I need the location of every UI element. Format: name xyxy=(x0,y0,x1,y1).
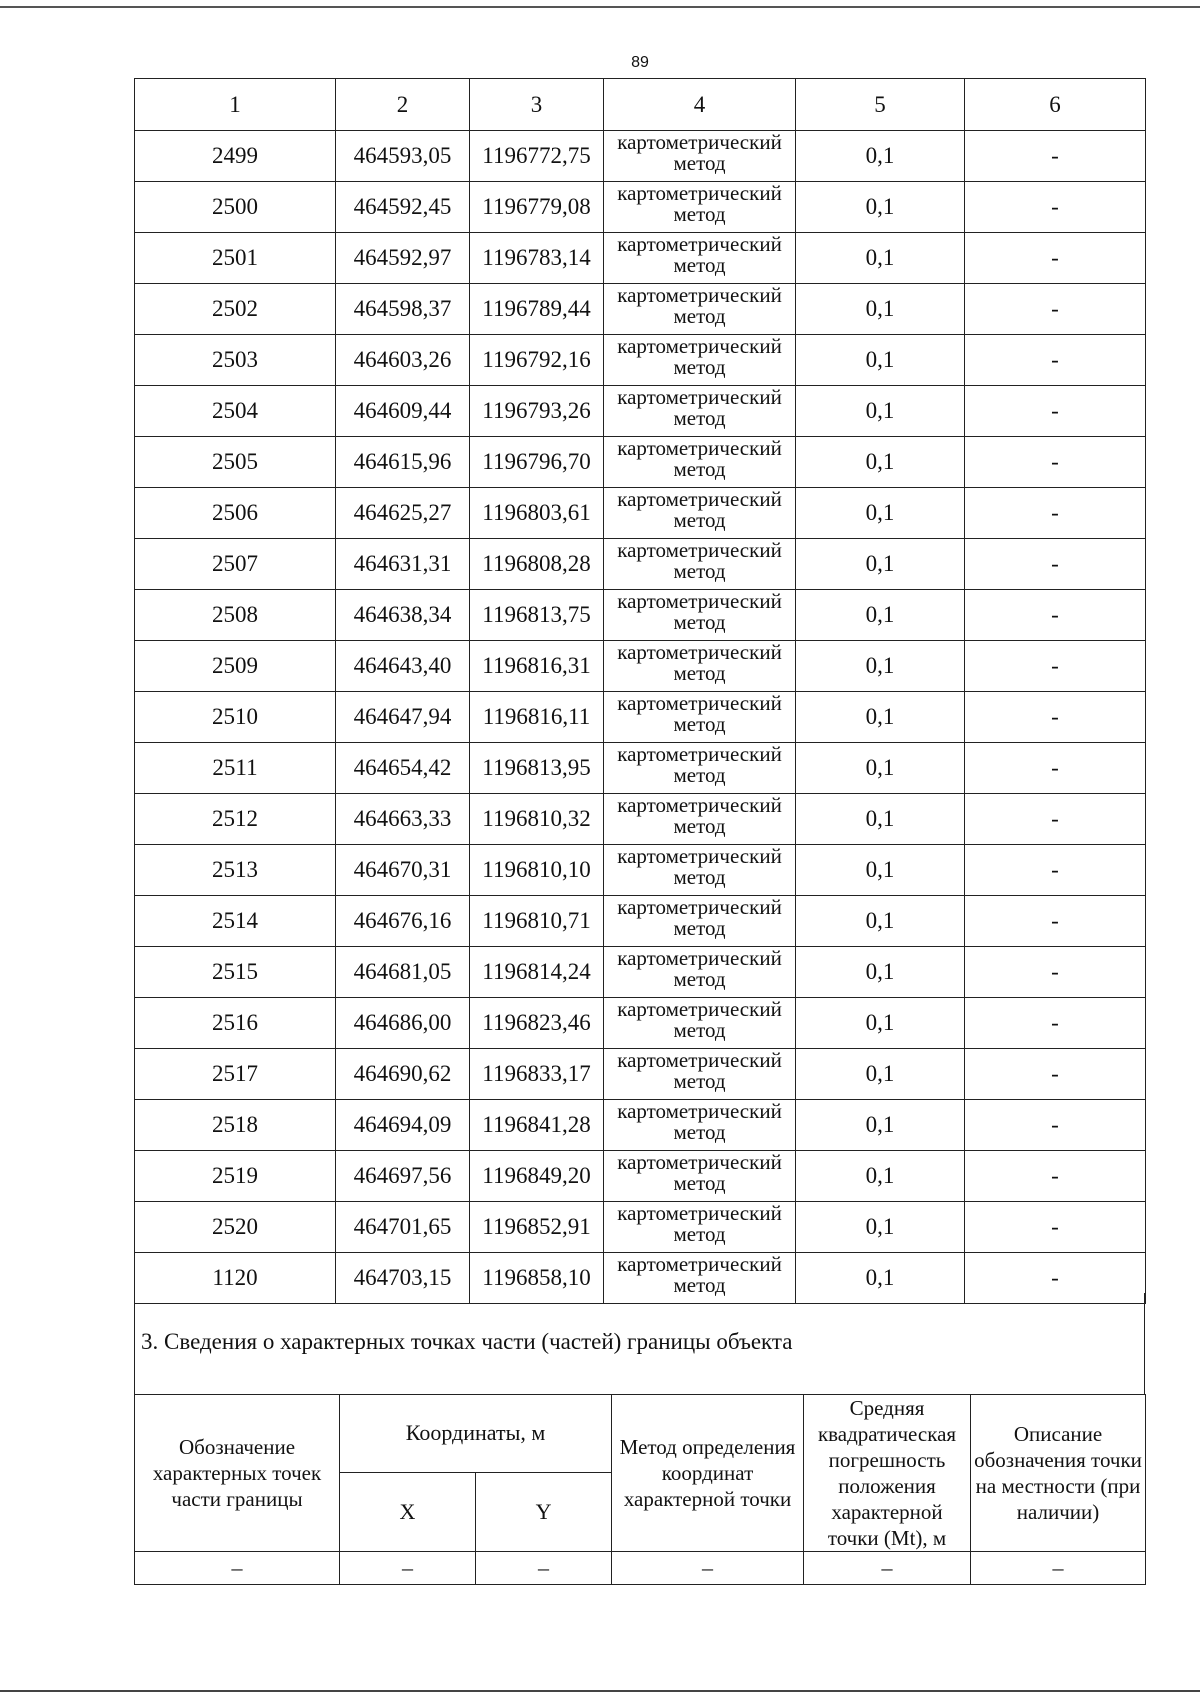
y-coordinate-cell: 1196803,61 xyxy=(470,488,604,539)
x-coordinate-cell: 464592,45 xyxy=(336,182,470,233)
method-line: метод xyxy=(673,610,726,634)
method-line: метод xyxy=(673,1171,726,1195)
method-line: метод xyxy=(673,202,726,226)
accuracy-cell: 0,1 xyxy=(796,896,965,947)
method-line: картометрический xyxy=(617,793,782,817)
empty-cell: – xyxy=(340,1552,476,1585)
method-line: картометрический xyxy=(617,1099,782,1123)
x-coordinate-cell: 464697,56 xyxy=(336,1151,470,1202)
header-coordinates: Координаты, м xyxy=(340,1395,612,1473)
x-coordinate-cell: 464643,40 xyxy=(336,641,470,692)
point-id-cell: 2519 xyxy=(135,1151,336,1202)
section-3-title: 3. Сведения о характерных точках части (частей) границы объекта xyxy=(141,1329,793,1354)
point-id-cell: 2518 xyxy=(135,1100,336,1151)
table-row xyxy=(135,692,1146,743)
column-header: 2 xyxy=(336,79,470,131)
page-number: 89 xyxy=(631,54,649,71)
y-coordinate-cell: 1196808,28 xyxy=(470,539,604,590)
x-coordinate-cell: 464703,15 xyxy=(336,1253,470,1304)
point-id-cell: 2511 xyxy=(135,743,336,794)
y-coordinate-cell: 1196816,31 xyxy=(470,641,604,692)
method-line: метод xyxy=(673,304,726,328)
method-line: картометрический xyxy=(617,436,782,460)
method-line: метод xyxy=(673,916,726,940)
accuracy-cell: 0,1 xyxy=(796,182,965,233)
accuracy-cell: 0,1 xyxy=(796,641,965,692)
description-cell: - xyxy=(965,794,1146,845)
table-row xyxy=(135,947,1146,998)
method-line: метод xyxy=(673,253,726,277)
y-coordinate-cell: 1196814,24 xyxy=(470,947,604,998)
empty-cell: – xyxy=(135,1552,340,1585)
table-row xyxy=(135,335,1146,386)
method-cell xyxy=(604,539,796,590)
x-coordinate-cell: 464694,09 xyxy=(336,1100,470,1151)
column-header: 3 xyxy=(470,79,604,131)
header-accuracy: Средняя квадратическая погрешность положения характерной точки (Mt), м xyxy=(804,1395,971,1552)
method-line: картометрический xyxy=(617,130,782,154)
column-number-row xyxy=(135,79,1146,131)
point-id-cell: 2514 xyxy=(135,896,336,947)
column-header: 1 xyxy=(135,79,336,131)
method-line: метод xyxy=(673,457,726,481)
y-coordinate-cell: 1196858,10 xyxy=(470,1253,604,1304)
accuracy-cell: 0,1 xyxy=(796,1202,965,1253)
table-row xyxy=(135,539,1146,590)
description-cell: - xyxy=(965,998,1146,1049)
method-line: картометрический xyxy=(617,232,782,256)
y-coordinate-cell: 1196796,70 xyxy=(470,437,604,488)
description-cell: - xyxy=(965,1049,1146,1100)
x-coordinate-cell: 464592,97 xyxy=(336,233,470,284)
method-line: картометрический xyxy=(617,181,782,205)
table-row xyxy=(135,794,1146,845)
method-cell xyxy=(604,488,796,539)
x-coordinate-cell: 464690,62 xyxy=(336,1049,470,1100)
y-coordinate-cell: 1196813,95 xyxy=(470,743,604,794)
point-id-cell: 2510 xyxy=(135,692,336,743)
table-row xyxy=(135,998,1146,1049)
accuracy-cell: 0,1 xyxy=(796,845,965,896)
header-method: Метод определения координат характерной точки xyxy=(612,1395,804,1552)
method-line: метод xyxy=(673,559,726,583)
method-line: метод xyxy=(673,712,726,736)
x-coordinate-cell: 464654,42 xyxy=(336,743,470,794)
method-cell xyxy=(604,1202,796,1253)
method-line: картометрический xyxy=(617,283,782,307)
point-id-cell: 2512 xyxy=(135,794,336,845)
description-cell: - xyxy=(965,131,1146,182)
empty-cell: – xyxy=(804,1552,971,1585)
point-id-cell: 2500 xyxy=(135,182,336,233)
method-line: метод xyxy=(673,406,726,430)
table-row xyxy=(135,233,1146,284)
table-row xyxy=(135,590,1146,641)
table-row xyxy=(135,1049,1146,1100)
accuracy-cell: 0,1 xyxy=(796,1049,965,1100)
point-id-cell: 2506 xyxy=(135,488,336,539)
y-coordinate-cell: 1196779,08 xyxy=(470,182,604,233)
header-x: X xyxy=(340,1472,476,1551)
method-line: картометрический xyxy=(617,742,782,766)
accuracy-cell: 0,1 xyxy=(796,1151,965,1202)
method-cell xyxy=(604,233,796,284)
table-row xyxy=(135,284,1146,335)
method-line: картометрический xyxy=(617,589,782,613)
accuracy-cell: 0,1 xyxy=(796,1100,965,1151)
y-coordinate-cell: 1196783,14 xyxy=(470,233,604,284)
point-id-cell: 1120 xyxy=(135,1253,336,1304)
accuracy-cell: 0,1 xyxy=(796,335,965,386)
description-cell: - xyxy=(965,896,1146,947)
empty-cell: – xyxy=(612,1552,804,1585)
accuracy-cell: 0,1 xyxy=(796,539,965,590)
method-cell xyxy=(604,743,796,794)
y-coordinate-cell: 1196789,44 xyxy=(470,284,604,335)
method-cell xyxy=(604,794,796,845)
top-border-line xyxy=(0,6,1200,8)
method-cell xyxy=(604,1100,796,1151)
part-boundary-table xyxy=(134,1394,1146,1585)
column-header: 4 xyxy=(604,79,796,131)
y-coordinate-cell: 1196849,20 xyxy=(470,1151,604,1202)
point-id-cell: 2508 xyxy=(135,590,336,641)
method-cell xyxy=(604,692,796,743)
x-coordinate-cell: 464681,05 xyxy=(336,947,470,998)
method-line: метод xyxy=(673,763,726,787)
method-cell xyxy=(604,1151,796,1202)
x-coordinate-cell: 464686,00 xyxy=(336,998,470,1049)
point-id-cell: 2509 xyxy=(135,641,336,692)
description-cell: - xyxy=(965,692,1146,743)
empty-cell: – xyxy=(971,1552,1146,1585)
point-id-cell: 2520 xyxy=(135,1202,336,1253)
x-coordinate-cell: 464631,31 xyxy=(336,539,470,590)
accuracy-cell: 0,1 xyxy=(796,1253,965,1304)
accuracy-cell: 0,1 xyxy=(796,590,965,641)
method-cell xyxy=(604,335,796,386)
table-row xyxy=(135,131,1146,182)
point-id-cell: 2507 xyxy=(135,539,336,590)
table-row xyxy=(135,641,1146,692)
method-line: метод xyxy=(673,814,726,838)
method-line: картометрический xyxy=(617,844,782,868)
point-id-cell: 2502 xyxy=(135,284,336,335)
x-coordinate-cell: 464676,16 xyxy=(336,896,470,947)
method-line: картометрический xyxy=(617,691,782,715)
y-coordinate-cell: 1196823,46 xyxy=(470,998,604,1049)
table-row xyxy=(135,743,1146,794)
description-cell: - xyxy=(965,1253,1146,1304)
x-coordinate-cell: 464638,34 xyxy=(336,590,470,641)
accuracy-cell: 0,1 xyxy=(796,437,965,488)
method-cell xyxy=(604,1049,796,1100)
method-line: картометрический xyxy=(617,640,782,664)
y-coordinate-cell: 1196793,26 xyxy=(470,386,604,437)
method-cell xyxy=(604,641,796,692)
method-line: картометрический xyxy=(617,1201,782,1225)
description-cell: - xyxy=(965,590,1146,641)
description-cell: - xyxy=(965,641,1146,692)
method-cell xyxy=(604,998,796,1049)
bottom-border-line xyxy=(0,1690,1200,1692)
point-id-cell: 2515 xyxy=(135,947,336,998)
y-coordinate-cell: 1196772,75 xyxy=(470,131,604,182)
method-line: картометрический xyxy=(617,997,782,1021)
description-cell: - xyxy=(965,233,1146,284)
method-line: картометрический xyxy=(617,385,782,409)
method-line: картометрический xyxy=(617,1252,782,1276)
accuracy-cell: 0,1 xyxy=(796,743,965,794)
method-line: метод xyxy=(673,355,726,379)
header-y: Y xyxy=(476,1472,612,1551)
method-line: картометрический xyxy=(617,334,782,358)
y-coordinate-cell: 1196816,11 xyxy=(470,692,604,743)
y-coordinate-cell: 1196833,17 xyxy=(470,1049,604,1100)
empty-cell: – xyxy=(476,1552,612,1585)
description-cell: - xyxy=(965,845,1146,896)
method-line: метод xyxy=(673,865,726,889)
description-cell: - xyxy=(965,1151,1146,1202)
accuracy-cell: 0,1 xyxy=(796,794,965,845)
method-cell xyxy=(604,131,796,182)
table-row xyxy=(135,896,1146,947)
x-coordinate-cell: 464625,27 xyxy=(336,488,470,539)
x-coordinate-cell: 464670,31 xyxy=(336,845,470,896)
description-cell: - xyxy=(965,1100,1146,1151)
table-row xyxy=(135,1202,1146,1253)
method-cell xyxy=(604,386,796,437)
description-cell: - xyxy=(965,1202,1146,1253)
column-header: 5 xyxy=(796,79,965,131)
table-row xyxy=(135,437,1146,488)
point-id-cell: 2501 xyxy=(135,233,336,284)
x-coordinate-cell: 464701,65 xyxy=(336,1202,470,1253)
method-line: метод xyxy=(673,151,726,175)
accuracy-cell: 0,1 xyxy=(796,692,965,743)
point-id-cell: 2505 xyxy=(135,437,336,488)
method-line: метод xyxy=(673,1273,726,1297)
accuracy-cell: 0,1 xyxy=(796,233,965,284)
method-line: метод xyxy=(673,1018,726,1042)
x-coordinate-cell: 464598,37 xyxy=(336,284,470,335)
method-line: метод xyxy=(673,508,726,532)
y-coordinate-cell: 1196852,91 xyxy=(470,1202,604,1253)
description-cell: - xyxy=(965,539,1146,590)
method-line: картометрический xyxy=(617,538,782,562)
method-line: картометрический xyxy=(617,895,782,919)
point-id-cell: 2499 xyxy=(135,131,336,182)
table-row xyxy=(135,1151,1146,1202)
y-coordinate-cell: 1196813,75 xyxy=(470,590,604,641)
description-cell: - xyxy=(965,386,1146,437)
x-coordinate-cell: 464603,26 xyxy=(336,335,470,386)
description-cell: - xyxy=(965,437,1146,488)
method-line: картометрический xyxy=(617,1048,782,1072)
method-cell xyxy=(604,437,796,488)
accuracy-cell: 0,1 xyxy=(796,947,965,998)
accuracy-cell: 0,1 xyxy=(796,998,965,1049)
coordinates-table xyxy=(134,78,1146,1304)
method-line: картометрический xyxy=(617,1150,782,1174)
point-id-cell: 2513 xyxy=(135,845,336,896)
method-line: метод xyxy=(673,1222,726,1246)
x-coordinate-cell: 464593,05 xyxy=(336,131,470,182)
y-coordinate-cell: 1196810,71 xyxy=(470,896,604,947)
description-cell: - xyxy=(965,335,1146,386)
description-cell: - xyxy=(965,947,1146,998)
x-coordinate-cell: 464663,33 xyxy=(336,794,470,845)
accuracy-cell: 0,1 xyxy=(796,386,965,437)
method-line: картометрический xyxy=(617,487,782,511)
description-cell: - xyxy=(965,284,1146,335)
method-cell xyxy=(604,182,796,233)
x-coordinate-cell: 464609,44 xyxy=(336,386,470,437)
table-row xyxy=(135,488,1146,539)
table-row xyxy=(135,182,1146,233)
method-line: картометрический xyxy=(617,946,782,970)
y-coordinate-cell: 1196841,28 xyxy=(470,1100,604,1151)
x-coordinate-cell: 464615,96 xyxy=(336,437,470,488)
accuracy-cell: 0,1 xyxy=(796,488,965,539)
accuracy-cell: 0,1 xyxy=(796,131,965,182)
section-3 xyxy=(134,1293,1145,1394)
method-line: метод xyxy=(673,1120,726,1144)
method-cell xyxy=(604,590,796,641)
method-line: метод xyxy=(673,661,726,685)
x-coordinate-cell: 464647,94 xyxy=(336,692,470,743)
y-coordinate-cell: 1196792,16 xyxy=(470,335,604,386)
table-row xyxy=(135,845,1146,896)
header-description: Описание обозначения точки на местности (при наличии) xyxy=(971,1395,1146,1552)
description-cell: - xyxy=(965,488,1146,539)
method-line: метод xyxy=(673,1069,726,1093)
column-header: 6 xyxy=(965,79,1146,131)
accuracy-cell: 0,1 xyxy=(796,284,965,335)
table-row xyxy=(135,1100,1146,1151)
point-id-cell: 2503 xyxy=(135,335,336,386)
description-cell: - xyxy=(965,743,1146,794)
point-id-cell: 2516 xyxy=(135,998,336,1049)
point-id-cell: 2504 xyxy=(135,386,336,437)
method-cell xyxy=(604,947,796,998)
method-cell xyxy=(604,845,796,896)
description-cell: - xyxy=(965,182,1146,233)
method-cell xyxy=(604,896,796,947)
y-coordinate-cell: 1196810,32 xyxy=(470,794,604,845)
point-id-cell: 2517 xyxy=(135,1049,336,1100)
method-line: метод xyxy=(673,967,726,991)
header-designation: Обозначение характерных точек части границы xyxy=(135,1395,340,1552)
y-coordinate-cell: 1196810,10 xyxy=(470,845,604,896)
method-cell xyxy=(604,284,796,335)
table-row xyxy=(135,386,1146,437)
